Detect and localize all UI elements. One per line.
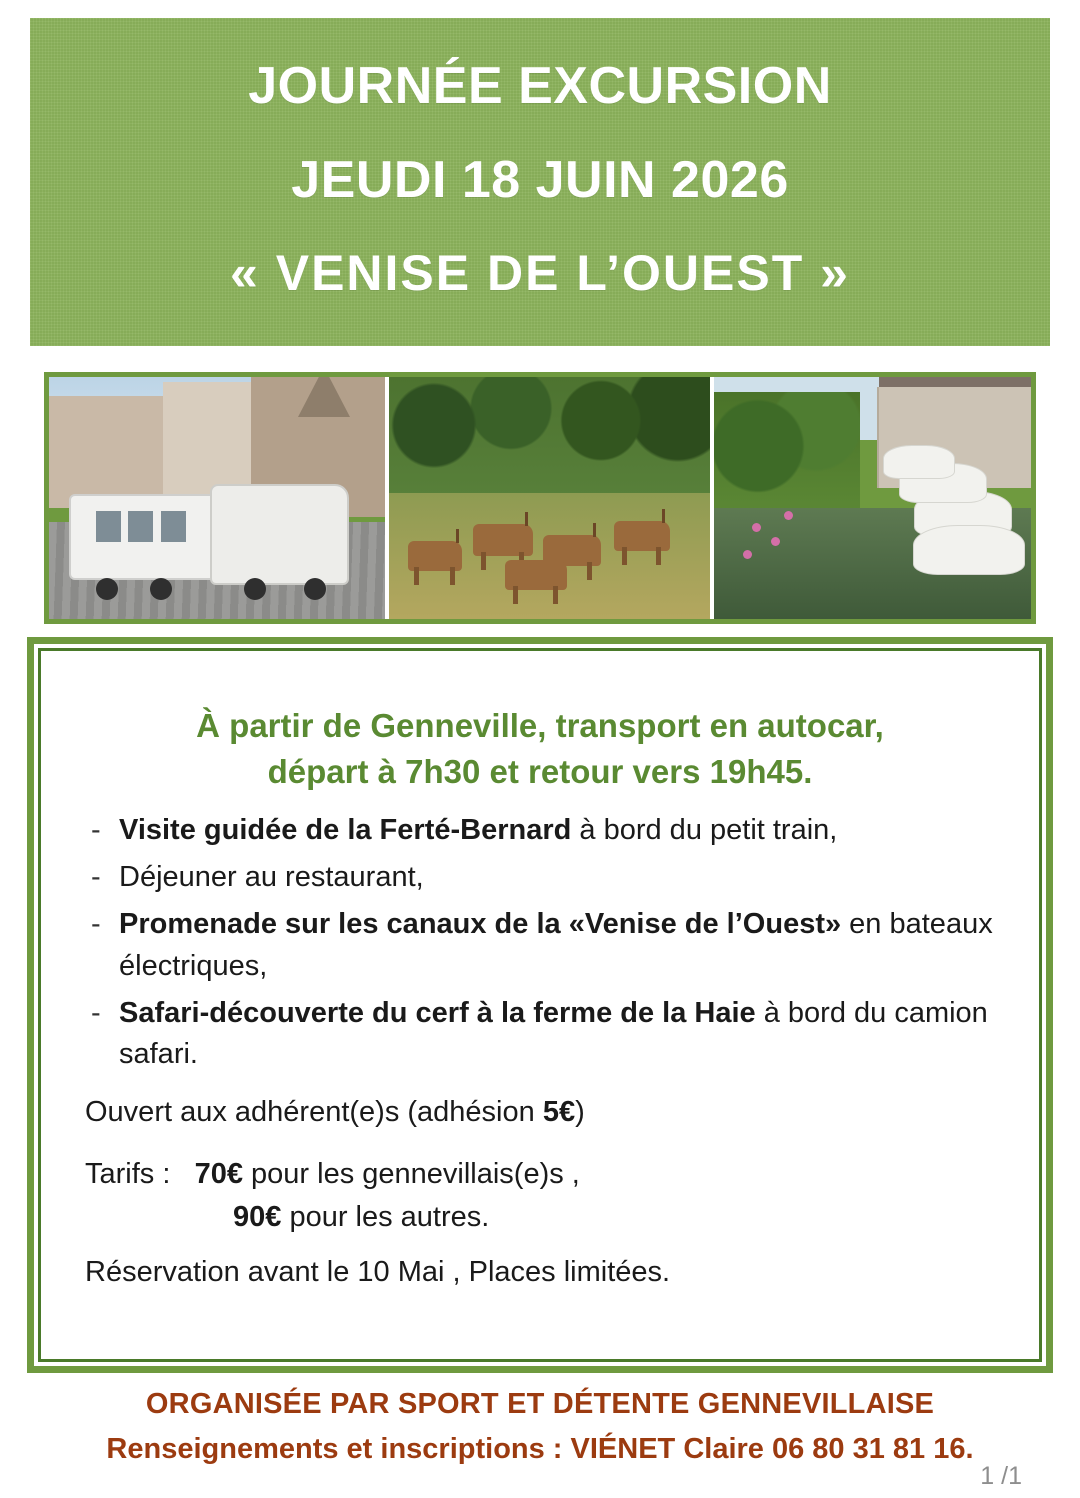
list-item-bold: Visite guidée de la Ferté-Bernard [119, 814, 572, 847]
intro-line-2: départ à 7h30 et retour vers 19h45. [267, 752, 813, 790]
tarif-row-2 [85, 1196, 995, 1240]
photo2-deer [614, 521, 670, 551]
photo1-church-spire [298, 377, 350, 417]
list-item [85, 993, 995, 1075]
photo-petit-train [49, 377, 385, 619]
list-item-bold: Safari-découverte du cerf à la ferme de la Haie [119, 996, 756, 1029]
tarif-price-others: 90€ [233, 1201, 282, 1234]
photo2-deer-leg [513, 586, 518, 604]
photo2-deer-leg [553, 586, 558, 604]
photo-cerfs [385, 377, 714, 619]
footer-contact: Renseignements et inscriptions : VIÉNET Claire 06 80 31 81 16. [106, 1433, 974, 1465]
photo2-antler [593, 523, 596, 537]
page-indicator: 1 /1 [980, 1462, 1022, 1490]
photo3-pedal-boat [913, 525, 1025, 575]
tarif-text-residents: pour les gennevillais(e)s , [242, 1157, 580, 1190]
photo2-deer [473, 524, 533, 556]
photo1-wheel [244, 578, 266, 600]
photo1-wheel [150, 578, 172, 600]
photo2-antler [456, 529, 459, 543]
program-list [85, 810, 995, 1075]
intro-line-1: À partir de Genneville, transport en autocar, [196, 707, 884, 744]
bullet-dash: - [91, 814, 101, 847]
bullet-dash: - [91, 861, 101, 894]
footer [0, 1388, 1080, 1466]
reservation-line: Réservation avant le 10 Mai , Places limitées. [85, 1255, 671, 1288]
header-title-line-2: JEUDI 18 JUIN 2026 [291, 151, 789, 209]
photo2-deer-leg [587, 562, 592, 580]
tarif-row-1 [85, 1153, 995, 1197]
photo2-deer-leg [414, 567, 419, 585]
tarif-text-others: pour les autres. [281, 1201, 490, 1234]
list-item [85, 810, 995, 851]
photo2-deer [408, 541, 462, 571]
list-item-bold: Promenade sur les canaux de la «Venise de l’Ouest» [119, 908, 842, 941]
list-item [85, 857, 995, 898]
footer-organizer: ORGANISÉE PAR SPORT ET DÉTENTE GENNEVILLAISE [145, 1388, 935, 1420]
photo1-train-locomotive [210, 484, 348, 585]
photo3-flower [743, 550, 752, 559]
photo2-deer-leg [656, 547, 661, 565]
list-item-text: Déjeuner au restaurant, [119, 861, 424, 894]
photo1-window [96, 511, 121, 542]
membership-line [85, 1091, 995, 1135]
photo3-flower [784, 511, 793, 520]
details-box [38, 648, 1042, 1362]
photo2-treeline [389, 377, 710, 498]
photo-strip [44, 372, 1036, 624]
tarifs-block [85, 1153, 995, 1240]
bullet-dash: - [91, 908, 101, 941]
membership-price: 5€ [542, 1096, 576, 1129]
photo1-window [128, 511, 153, 542]
photo2-antler [525, 512, 528, 526]
membership-suffix: ) [575, 1096, 585, 1129]
header-banner [30, 18, 1050, 346]
bullet-dash: - [91, 996, 101, 1029]
photo1-building-left [49, 396, 165, 507]
photo1-window [161, 511, 186, 542]
photo2-deer-leg [481, 552, 486, 570]
header-title-line-1: JOURNÉE EXCURSION [248, 57, 832, 115]
membership-prefix: Ouvert aux adhérent(e)s (adhésion [85, 1096, 543, 1129]
photo1-wheel [304, 578, 326, 600]
list-item-text: en bateaux électriques, [119, 908, 993, 982]
photo2-antler [662, 509, 665, 523]
list-item [85, 904, 995, 986]
photo2-deer-leg [450, 567, 455, 585]
list-item-text: à bord du camion safari. [119, 996, 988, 1070]
photo1-wheel [96, 578, 118, 600]
photo2-deer [505, 560, 567, 590]
header-title-line-3: « VENISE DE L’OUEST » [230, 245, 850, 301]
tarif-price-residents: 70€ [194, 1157, 243, 1190]
tarifs-label: Tarifs : [85, 1157, 171, 1190]
photo3-pedal-boat [883, 445, 955, 479]
photo-bateaux-canal [714, 377, 1031, 619]
list-item-text: à bord du petit train, [571, 814, 838, 847]
intro-paragraph [85, 703, 995, 794]
photo2-deer-leg [622, 547, 627, 565]
